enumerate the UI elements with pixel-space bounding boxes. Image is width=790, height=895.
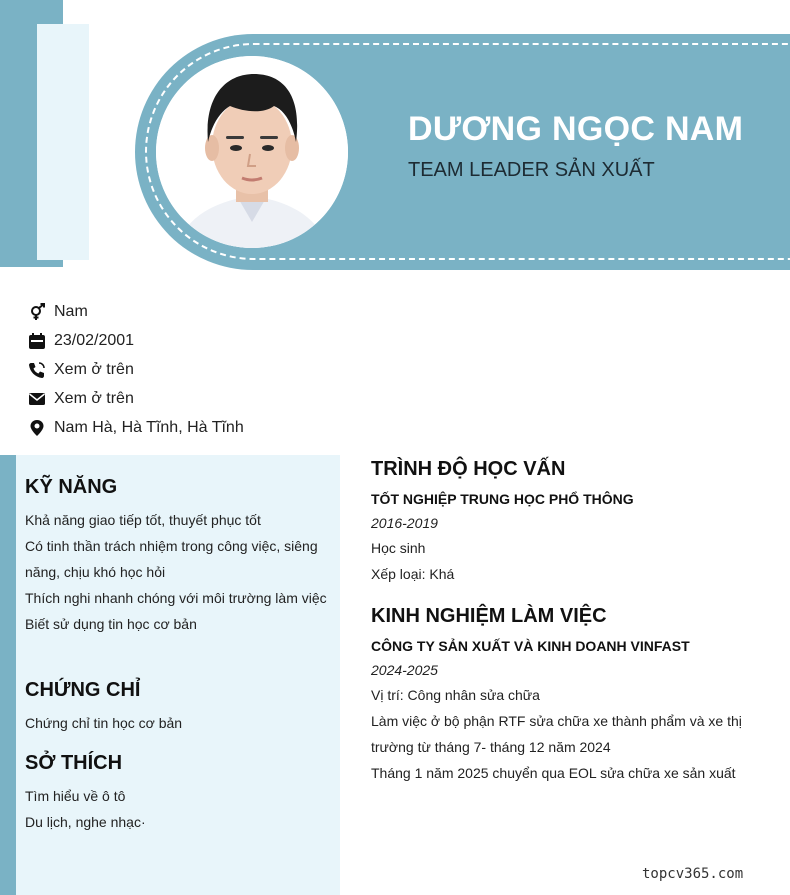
education-period: 2016-2019 — [371, 515, 438, 531]
hobby-item: Du lịch, nghe nhạc· — [25, 814, 146, 830]
info-phone — [28, 358, 134, 382]
address-value: Nam Hà, Hà Tĩnh, Hà Tĩnh — [54, 419, 244, 436]
experience-details — [371, 682, 742, 786]
education-school: TỐT NGHIỆP TRUNG HỌC PHỔ THÔNG — [371, 491, 634, 507]
education-details — [371, 535, 454, 587]
info-address — [28, 416, 244, 440]
email-value: Xem ở trên — [54, 390, 134, 407]
education-title: TRÌNH ĐỘ HỌC VẤN — [371, 458, 566, 480]
experience-line: trường từ tháng 7- tháng 12 năm 2024 — [371, 739, 611, 755]
hobbies-title: SỞ THÍCH — [25, 752, 123, 774]
skill-item: Thích nghi nhanh chóng với môi trường làm việc — [25, 590, 327, 606]
education-line: Học sinh — [371, 540, 426, 556]
skill-item: Biết sử dụng tin học cơ bản — [25, 616, 197, 632]
candidate-name: DƯƠNG NGỌC NAM — [408, 110, 744, 148]
experience-company: CÔNG TY SẢN XUẤT VÀ KINH DOANH VINFAST — [371, 638, 690, 654]
education-line: Xếp loại: Khá — [371, 566, 455, 582]
certificates-list — [25, 710, 182, 736]
skill-item: Khả năng giao tiếp tốt, thuyết phục tốt — [25, 512, 261, 528]
email-icon — [28, 390, 46, 408]
avatar — [156, 56, 348, 248]
info-gender — [28, 300, 88, 324]
experience-period: 2024-2025 — [371, 662, 438, 678]
location-icon — [28, 419, 46, 437]
gender-icon — [28, 303, 46, 321]
avatar-portrait — [156, 56, 348, 248]
certificate-item: Chứng chỉ tin học cơ bản — [25, 715, 183, 731]
experience-line: Vị trí: Công nhân sửa chữa — [371, 687, 540, 703]
phone-value: Xem ở trên — [54, 361, 134, 378]
hobbies-list — [25, 783, 146, 835]
skill-item: năng, chịu khó học hỏi — [25, 564, 166, 580]
phone-icon — [28, 361, 46, 379]
experience-line: Làm việc ở bộ phận RTF sửa chữa xe thành phẩm và xe thị — [371, 713, 742, 729]
info-birthday — [28, 329, 134, 353]
watermark: topcv365.com — [642, 866, 744, 882]
left-column-accent — [0, 455, 16, 895]
gender-value: Nam — [54, 303, 88, 320]
job-title: TEAM LEADER SẢN XUẤT — [408, 159, 655, 181]
certificates-title: CHỨNG CHỈ — [25, 679, 141, 701]
calendar-icon — [28, 332, 46, 350]
birthday-value: 23/02/2001 — [54, 332, 135, 349]
hobby-item: Tìm hiểu về ô tô — [25, 788, 126, 804]
experience-title: KINH NGHIỆM LÀM VIỆC — [371, 605, 607, 627]
skills-list — [25, 507, 327, 637]
experience-line: Tháng 1 năm 2025 chuyển qua EOL sửa chữa xe sản xuất — [371, 765, 736, 781]
skill-item: Có tinh thần trách nhiệm trong công việc, siêng — [25, 538, 318, 554]
skills-title: KỸ NĂNG — [25, 476, 118, 498]
header-light-bar — [37, 24, 89, 260]
info-email — [28, 387, 134, 411]
